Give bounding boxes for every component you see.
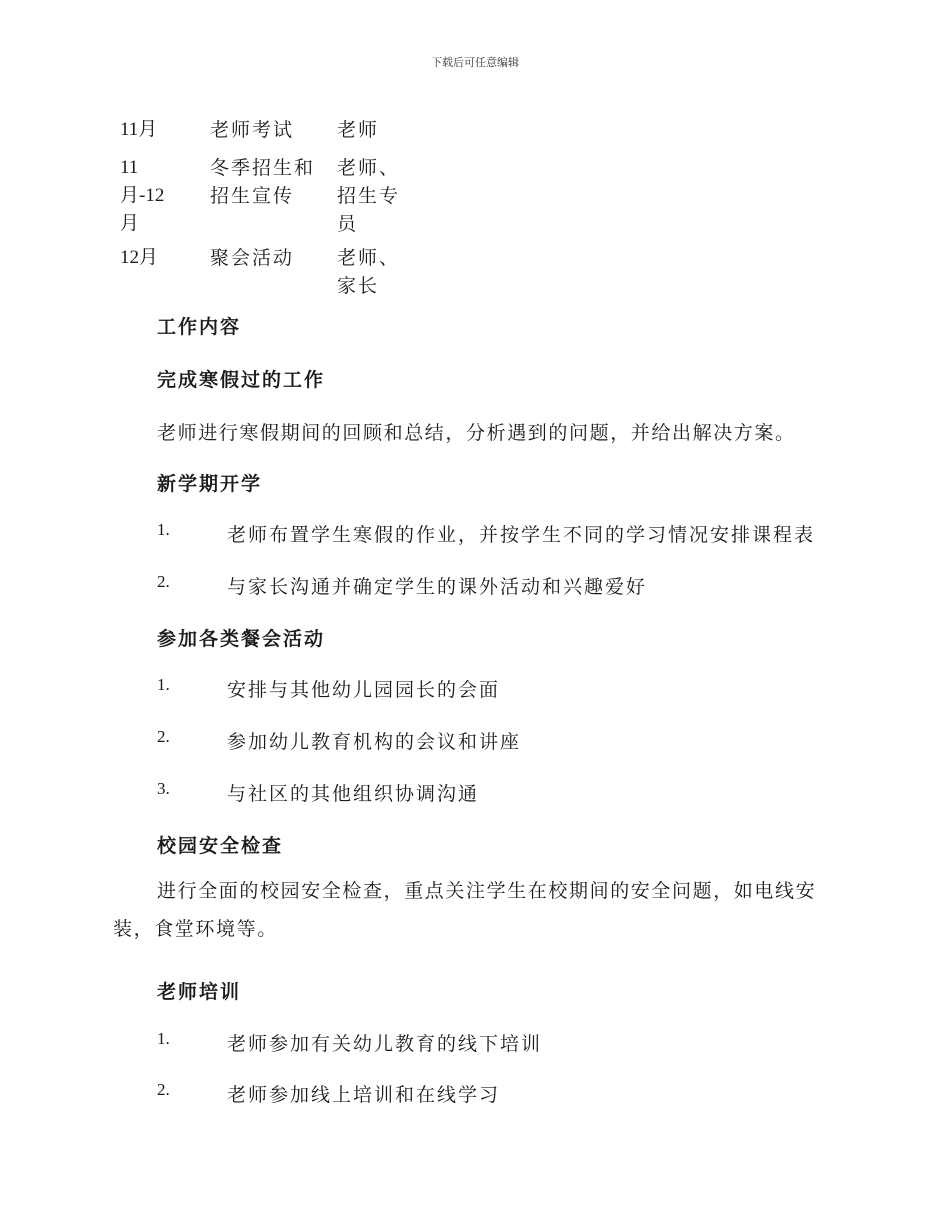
list-number: 3. [157, 779, 170, 798]
section-heading: 参加各类餐会活动 [157, 628, 326, 650]
list-text: 与家长沟通并确定学生的课外活动和兴趣爱好 [227, 576, 648, 598]
paragraph: 进行全面的校园安全检查，重点关注学生在校期间的安全问题，如电线安装，食堂环境等。 [113, 880, 817, 940]
section-heading: 新学期开学 [157, 473, 263, 495]
list-number: 1. [157, 675, 170, 694]
list-text: 安排与其他幼儿园园长的会面 [227, 679, 501, 701]
list-number: 1. [157, 520, 170, 539]
list-text: 老师布置学生寒假的作业，并按学生不同的学习情况安排课程表 [227, 524, 816, 546]
section-heading: 完成寒假过的工作 [157, 369, 326, 391]
list-text: 老师参加有关幼儿教育的线下培训 [227, 1033, 543, 1055]
page-header: 下载后可任意编辑 [431, 56, 519, 69]
schedule-person: 老师、招生专员 [337, 157, 401, 235]
schedule-person: 老师、家长 [337, 247, 401, 297]
schedule-activity: 聚会活动 [210, 247, 295, 269]
list-number: 2. [157, 1080, 170, 1099]
section-heading: 校园安全检查 [157, 835, 284, 857]
list-text: 与社区的其他组织协调沟通 [227, 783, 480, 805]
schedule-month: 11月 [120, 119, 158, 140]
list-number: 2. [157, 572, 170, 591]
list-text: 参加幼儿教育机构的会议和讲座 [227, 731, 522, 753]
schedule-activity: 冬季招生和招生宣传 [210, 157, 316, 207]
paragraph: 老师进行寒假期间的回顾和总结，分析遇到的问题，并给出解决方案。 [157, 422, 796, 444]
section-heading: 老师培训 [157, 981, 242, 1003]
schedule-month: 11月-12月 [120, 157, 165, 234]
list-number: 1. [157, 1029, 170, 1048]
section-heading: 工作内容 [157, 316, 242, 338]
list-number: 2. [157, 727, 170, 746]
schedule-person: 老师 [337, 119, 380, 141]
schedule-month: 12月 [120, 247, 159, 268]
list-text: 老师参加线上培训和在线学习 [227, 1084, 501, 1106]
schedule-activity: 老师考试 [210, 119, 295, 141]
